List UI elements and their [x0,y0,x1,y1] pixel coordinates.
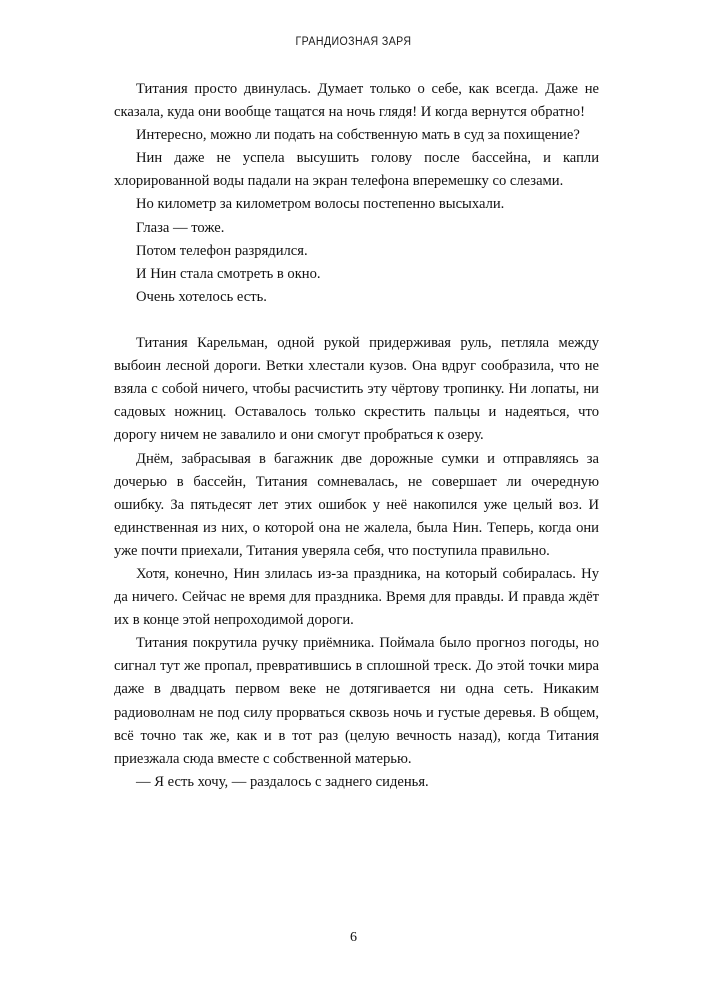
paragraph: — Я есть хочу, — раздалось с заднего сиденья. [136,773,429,790]
paragraph: Титания покрутила ручку приёмника. Поймала было прогноз погоды, но сигнал тут же пропал, превратившись в сплошной треск. До этой точки мира даже в двадцать первом веке не дотягивается ни одна сеть. Никаким радиоволнам не под силу прорваться сквозь ночь и густые деревья. В общем, всё точно так же, как и в тот раз (целую вечность назад), когда Титания приезжала сюда вместе с собственной матерью. [114,635,599,767]
running-head: ГРАНДИОЗНАЯ ЗАРЯ [295,36,412,48]
paragraph: И Нин стала смотреть в окно. [136,265,321,282]
paragraph: Нин даже не успела высушить голову после бассейна, и капли хлорированной воды падали на экран телефона вперемешку со слезами. [114,150,599,190]
paragraph: Хотя, конечно, Нин злилась из-за праздника, на который собиралась. Ну да ничего. Сейчас не время для праздника. Время для правды. И правда ждёт их в конце этой непроходимой дороги. [114,565,599,629]
paragraph: Интересно, можно ли подать на собственную мать в суд за похищение? [136,127,580,144]
scene-break [114,309,599,332]
scene-one [114,78,599,309]
scene-two [114,332,599,794]
paragraph: Потом телефон разрядился. [136,242,308,259]
page-number: 6 [350,930,357,945]
paragraph: Днём, забрасывая в багажник две дорожные сумки и отправляясь за дочерью в бассейн, Титания сомневалась, не совершает ли очередную ошибку. За пятьдесят лет этих ошибок у неё накопился уже целый воз. И единственная из них, о которой она не жалела, была Нин. Теперь, когда они уже почти приехали, Титания уверяла себя, что поступила правильно. [114,450,599,559]
paragraph: Титания Карельман, одной рукой придерживая руль, петляла между выбоин лесной дороги. Ветки хлестали кузов. Она вдруг сообразила, что не взяла с собой ничего, чтобы расчистить эту чёртову тропинку. Ни лопаты, ни садовых ножниц. Оставалось только скрестить пальцы и надеяться, что дорогу ничем не завалило и они смогут пробраться к озеру. [114,335,599,444]
body-text-block [114,78,599,794]
paragraph: Глаза — тоже. [136,219,225,236]
paragraph: Но километр за километром волосы постепенно высыхали. [136,196,505,213]
paragraph: Титания просто двинулась. Думает только о себе, как всегда. Даже не сказала, куда они вообще тащатся на ночь глядя! И когда вернутся обратно! [114,81,599,121]
paragraph: Очень хотелось есть. [136,288,267,305]
